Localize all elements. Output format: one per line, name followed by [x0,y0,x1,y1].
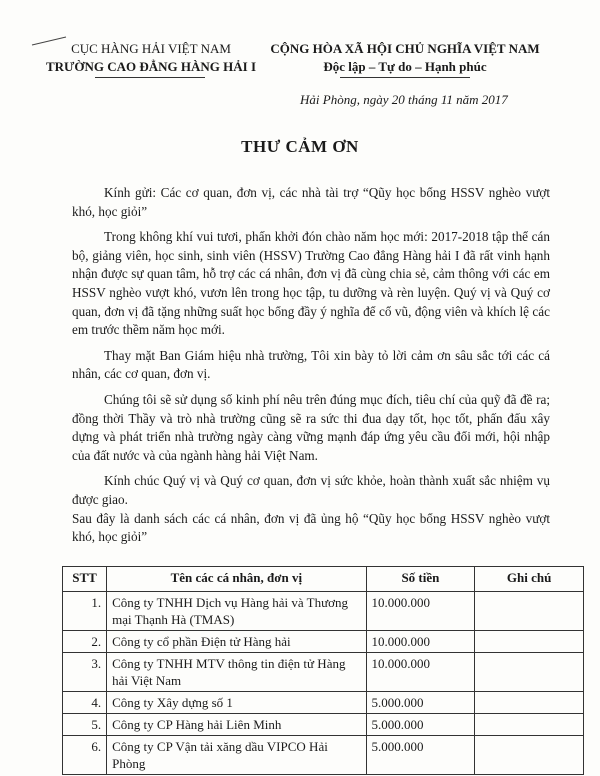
cell-stt: 6. [63,736,107,775]
agency-line2: TRƯỜNG CAO ĐẲNG HÀNG HẢI I [45,59,257,74]
table-row [63,714,584,736]
cell-amount: 10.000.000 [366,631,475,653]
paragraph: Kính chúc Quý vị và Quý cơ quan, đơn vị sức khỏe, hoàn thành xuất sắc nhiệm vụ được giao. [72,473,550,507]
paragraph: Thay mặt Ban Giám hiệu nhà trường, Tôi xin bày tỏ lời cảm ơn sâu sắc tới các cá nhân, các cơ quan, đơn vị. [72,347,550,382]
header-stt: STT [63,567,107,592]
cell-amount: 10.000.000 [366,592,475,631]
cell-amount: 5.000.000 [366,714,475,736]
table-row [63,692,584,714]
table-row [63,736,584,775]
paragraph: Chúng tôi sẽ sử dụng số kinh phí nêu trên đúng mục đích, tiêu chí của quỹ đã đề ra; đồng thời Thầy và trò nhà trường cũng sẽ ra sức thi đua dạy tốt, học tốt, phấn đấu xây dựng và phát triển nhà trường ngày càng vững mạnh đáp ứng yêu cầu đổi mới, hội nhập của đất nước và của ngành hàng hải Việt Nam. [72,391,550,463]
country-line1: CỘNG HÒA XÃ HỘI CHỦ NGHĨA VIỆT NAM [270,41,540,56]
table-header-row [63,567,584,592]
header-note: Ghi chú [475,567,584,592]
national-header [255,40,555,76]
cell-amount: 5.000.000 [366,692,475,714]
cell-name: Công ty Xây dựng số 1 [107,692,366,714]
cell-note [475,736,584,775]
cell-note [475,714,584,736]
cell-note [475,692,584,714]
agency-header [36,40,266,76]
document-title: THƯ CẢM ƠN [241,137,359,156]
cell-name: Công ty CP Vận tải xăng dầu VIPCO Hải Phòng [107,736,366,775]
letter-body [72,184,550,554]
cell-stt: 2. [63,631,107,653]
cell-stt: 3. [63,653,107,692]
cell-name: Công ty cổ phần Điện tử Hàng hải [107,631,366,653]
cell-stt: 1. [63,592,107,631]
cell-amount: 10.000.000 [366,653,475,692]
cell-stt: 5. [63,714,107,736]
cell-amount: 5.000.000 [366,736,475,775]
paragraph: Trong không khí vui tươi, phấn khởi đón chào năm học mới: 2017-2018 tập thể cán bộ, giảng viên, học sinh, sinh viên (HSSV) Trường Cao đẳng Hàng hải I đã rất vinh hạnh nhận được sự quan tâm, hỗ trợ các cá nhân, đơn vị đã cùng chia sẻ, cảm thông với các em HSSV nghèo vượt khó, vươn lên trong học tập, tu dưỡng và rèn luyện. Quý vị và Quý cơ quan, đơn vị đã tặng những suất học bổng đầy ý nghĩa để cổ vũ, động viên và khích lệ các em trước thềm năm học mới. [72,229,550,338]
table-row [63,592,584,631]
agency-line1: CỤC HÀNG HẢI VIỆT NAM [71,41,231,56]
header-rule-left [95,77,205,78]
cell-stt: 4. [63,692,107,714]
document-date: Hải Phòng, ngày 20 tháng 11 năm 2017 [300,92,508,107]
cell-note [475,653,584,692]
cell-name: Công ty TNHH Dịch vụ Hàng hải và Thương mại Thạnh Hà (TMAS) [107,592,366,631]
table-row [63,631,584,653]
donor-table [62,566,584,775]
cell-note [475,631,584,653]
header-amount: Số tiền [366,567,475,592]
list-intro: Sau đây là danh sách các cá nhân, đơn vị đã ủng hộ “Qũy học bổng HSSV nghèo vượt khó, học giỏi” [72,510,550,545]
table-row [63,653,584,692]
cell-name: Công ty TNHH MTV thông tin điện tử Hàng hải Việt Nam [107,653,366,692]
header-name: Tên các cá nhân, đơn vị [107,567,366,592]
header-rule-right [340,77,470,78]
country-line2: Độc lập – Tự do – Hạnh phúc [323,59,487,74]
cell-note [475,592,584,631]
salutation: Kính gửi: Các cơ quan, đơn vị, các nhà tài trợ “Qũy học bổng HSSV nghèo vượt khó, học giỏi” [72,185,550,219]
cell-name: Công ty CP Hàng hải Liên Minh [107,714,366,736]
